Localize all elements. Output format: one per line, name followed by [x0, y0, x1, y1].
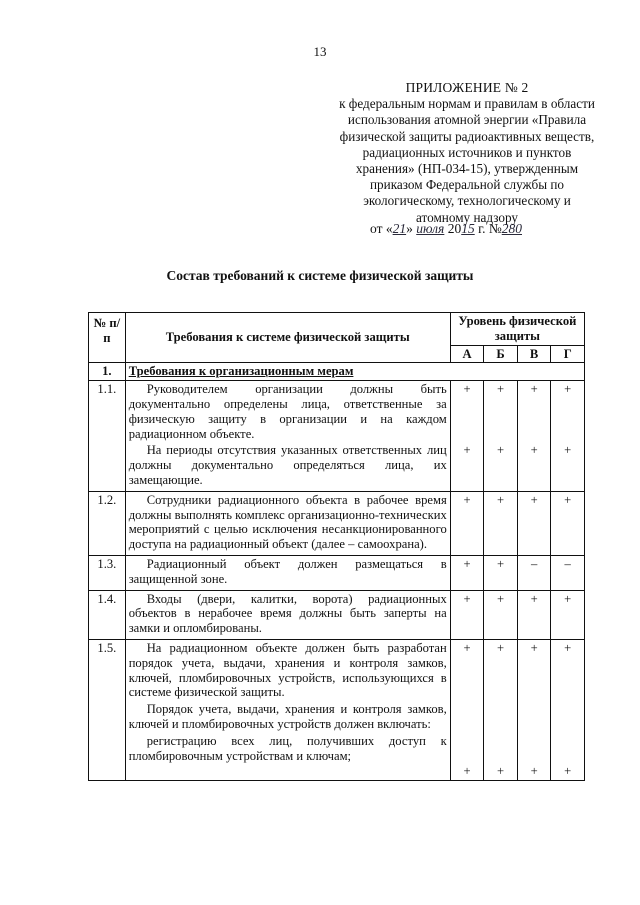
- mark: +: [497, 763, 505, 778]
- level-g-cell: [551, 555, 585, 590]
- table-row: [89, 555, 585, 590]
- handwritten-year: 15: [461, 221, 475, 236]
- table-row: [89, 491, 585, 555]
- appendix-line: экологическому, технологическому и: [363, 193, 571, 209]
- section-num: 1.: [89, 363, 126, 381]
- level-g-cell: [551, 590, 585, 639]
- level-a-cell: [450, 381, 484, 492]
- section-row: [89, 363, 585, 381]
- mark: –: [564, 556, 571, 571]
- appendix-line: атомному надзору: [416, 209, 518, 225]
- level-b-cell: [484, 491, 518, 555]
- handwritten-order-number: 280: [501, 221, 522, 236]
- row-paragraph: Сотрудники радиационного объекта в рабочее время должны выполнять комплекс организационно-технических мероприятий с целью исключения несанкционированного доступа на радиационный объект (далее – самоохрана).: [128, 492, 447, 552]
- mark: +: [463, 591, 471, 606]
- appendix-header: [322, 80, 612, 226]
- number-prefix: г. №: [478, 221, 502, 236]
- mark: +: [463, 763, 471, 778]
- header-level-a: А: [450, 345, 484, 363]
- level-a-cell: [450, 639, 484, 780]
- level-b-cell: [484, 590, 518, 639]
- mark: +: [530, 591, 538, 606]
- mark: +: [463, 556, 471, 571]
- handwritten-month: июля: [416, 221, 445, 236]
- header-requirements: Требования к системе физической защиты: [125, 313, 450, 363]
- appendix-line: радиационных источников и пунктов: [362, 144, 572, 160]
- row-paragraph: Входы (двери, калитки, ворота) радиационных объектов в нерабочее время должны быть заперты на замки и опломбированы.: [128, 591, 447, 636]
- header-level-v: В: [517, 345, 551, 363]
- mark: +: [564, 382, 572, 397]
- table-row: [89, 590, 585, 639]
- page-number: 13: [313, 44, 327, 59]
- appendix-line: к федеральным нормам и правилам в области: [339, 96, 595, 112]
- level-a-cell: [450, 590, 484, 639]
- requirements-table: [88, 312, 585, 781]
- mark: +: [530, 492, 538, 507]
- level-g-cell: [551, 639, 585, 780]
- appendix-line: физической защиты радиоактивных веществ,: [339, 128, 595, 144]
- mark: +: [497, 443, 505, 458]
- row-text: [125, 639, 450, 780]
- row-num: 1.5.: [89, 639, 126, 780]
- header-level-g: Г: [551, 345, 585, 363]
- table-row: [89, 639, 585, 780]
- appendix-line: хранения» (НП-034-15), утвержденным: [355, 161, 579, 177]
- level-v-cell: [517, 555, 551, 590]
- mark: +: [463, 443, 471, 458]
- row-paragraph: На периоды отсутствия указанных ответственных лиц должны документально определяться лица, их замещающие.: [128, 443, 447, 487]
- level-v-cell: [517, 639, 551, 780]
- document-title: Состав требований к системе физической защиты: [166, 268, 474, 283]
- row-num: 1.4.: [89, 590, 126, 639]
- row-num: 1.2.: [89, 491, 126, 555]
- mark: +: [530, 443, 538, 458]
- date-quote-close: »: [406, 221, 413, 236]
- row-text: [125, 381, 450, 492]
- table-row: [89, 381, 585, 492]
- row-num: 1.3.: [89, 555, 126, 590]
- year-prefix: 20: [447, 221, 462, 236]
- mark: +: [530, 763, 538, 778]
- row-paragraph: регистрацию всех лиц, получивших доступ к пломбировочным устройствам и ключам;: [128, 733, 447, 763]
- level-b-cell: [484, 639, 518, 780]
- mark: +: [463, 640, 471, 655]
- mark: +: [564, 492, 572, 507]
- row-text: [125, 555, 450, 590]
- level-v-cell: [517, 590, 551, 639]
- mark: +: [497, 640, 505, 655]
- row-text: [125, 491, 450, 555]
- date-prefix: от «: [370, 221, 393, 236]
- level-v-cell: [517, 381, 551, 492]
- mark: +: [463, 382, 471, 397]
- mark: +: [463, 492, 471, 507]
- appendix-title: ПРИЛОЖЕНИЕ № 2: [405, 80, 529, 95]
- level-g-cell: [551, 491, 585, 555]
- level-a-cell: [450, 491, 484, 555]
- level-g-cell: [551, 381, 585, 492]
- header-num: № п/п: [89, 313, 126, 363]
- section-title: Требования к организационным мерам: [125, 363, 584, 381]
- level-b-cell: [484, 555, 518, 590]
- order-date-line: [370, 221, 610, 237]
- level-b-cell: [484, 381, 518, 492]
- row-text: [125, 590, 450, 639]
- mark: +: [497, 382, 505, 397]
- mark: +: [564, 443, 572, 458]
- table-header-row: [89, 313, 585, 346]
- mark: +: [497, 591, 505, 606]
- mark: +: [497, 492, 505, 507]
- handwritten-day: 21: [392, 221, 407, 236]
- row-paragraph: На радиационном объекте должен быть разработан порядок учета, выдачи, хранения и контроля замков, ключей, пломбировочных устройств, использующихся в системе физической защиты.: [128, 640, 447, 700]
- mark: +: [497, 556, 505, 571]
- level-v-cell: [517, 491, 551, 555]
- mark: +: [564, 640, 572, 655]
- appendix-line: приказом Федеральной службы по: [369, 177, 565, 193]
- mark: +: [564, 591, 572, 606]
- header-level-b: Б: [484, 345, 518, 363]
- row-num: 1.1.: [89, 381, 126, 492]
- appendix-line: использования атомной энергии «Правила: [347, 112, 587, 128]
- level-a-cell: [450, 555, 484, 590]
- row-paragraph: Радиационный объект должен размещаться в защищенной зоне.: [128, 556, 447, 586]
- mark: +: [564, 763, 572, 778]
- mark: +: [530, 640, 538, 655]
- header-level: Уровень физической защиты: [450, 313, 584, 346]
- mark: –: [530, 556, 538, 571]
- row-paragraph: Порядок учета, выдачи, хранения и контроля замков, ключей и пломбировочных устройств должен включать:: [128, 702, 447, 731]
- row-paragraph: Руководителем организации должны быть документально определены лица, ответственные за физическую защиту в организации и на каждом радиационном объекте.: [128, 382, 447, 441]
- mark: +: [530, 382, 538, 397]
